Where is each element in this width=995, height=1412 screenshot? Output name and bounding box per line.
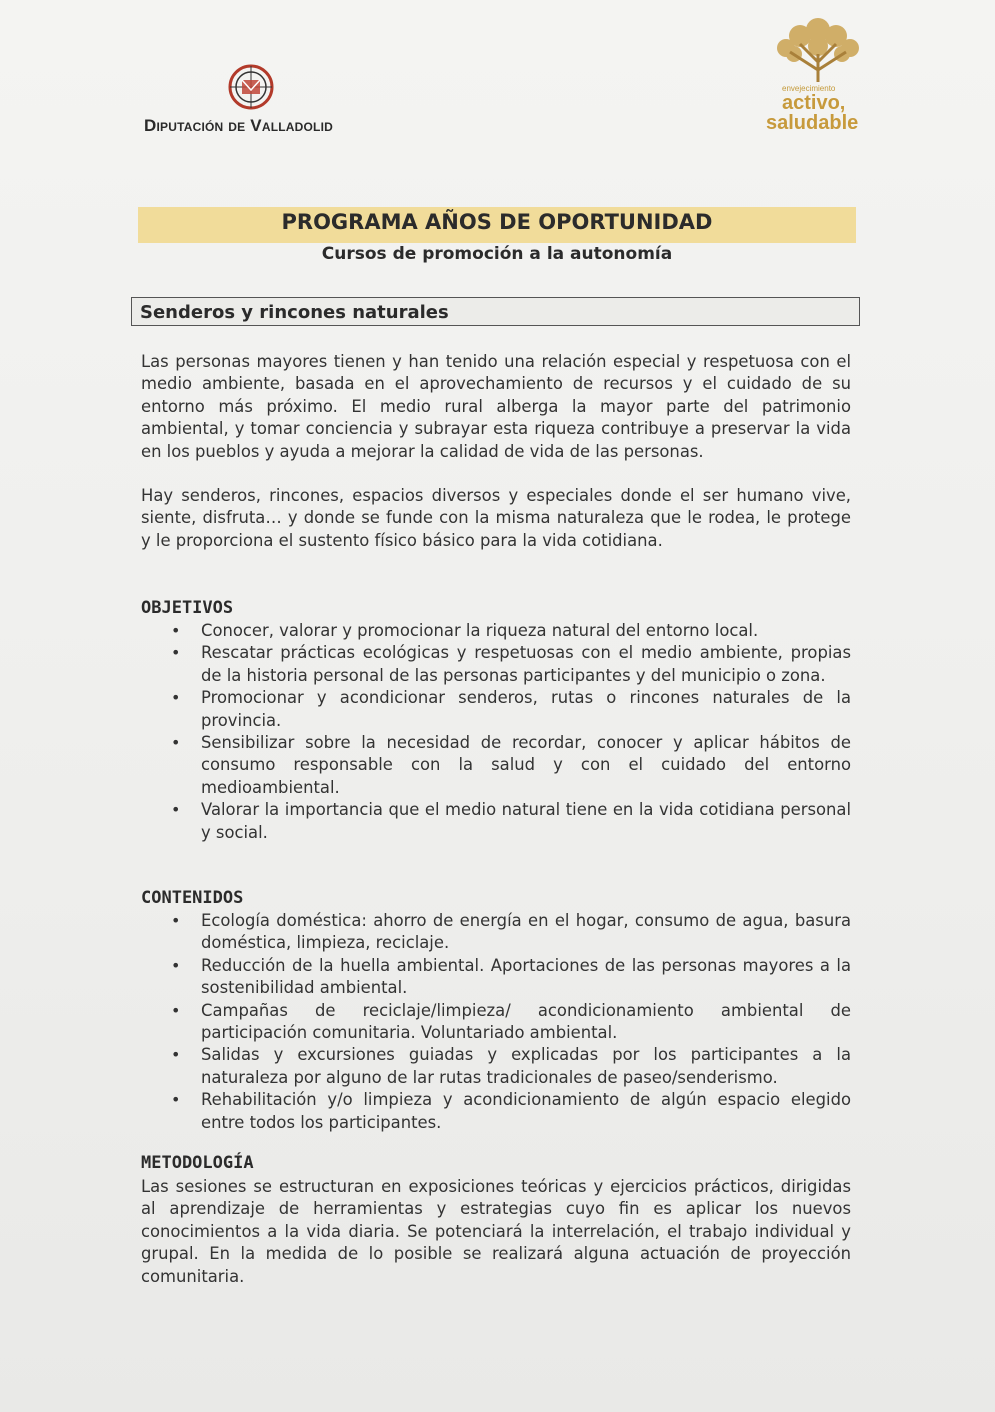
list-item: • Salidas y excursiones guiadas y explicadas por los participantes a la naturaleza por alguno de lar rutas tradicionales de paseo/senderismo. <box>141 1044 851 1089</box>
list-item: • Sensibilizar sobre la necesidad de recordar, conocer y aplicar hábitos de consumo responsable con la salud y con el cuidado del entorno medioambiental. <box>141 732 851 799</box>
metodologia-paragraph: Las sesiones se estructuran en exposiciones teóricas y ejercicios prácticos, dirigidas al aprendizaje de herramientas y estrategias cuyo fin es aplicar los nuevos conocimientos a la vida diaria. Se potenciará la interrelación, el trabajo individual y grupal. En la medida de lo posible se realizará alguna actuación de proyección comunitaria. <box>141 1177 851 1286</box>
list-item: • Campañas de reciclaje/limpieza/ acondicionamiento ambiental de participación comunitaria. Voluntariado ambiental. <box>141 1000 851 1045</box>
page-subtitle: Cursos de promoción a la autonomía <box>321 244 673 264</box>
contenidos-list <box>141 910 851 1134</box>
diputacion-emblem-icon <box>226 62 276 112</box>
logo-activo-text: activo, <box>782 92 846 114</box>
list-item: • Promocionar y acondicionar senderos, rutas o rincones naturales de la provincia. <box>141 687 851 732</box>
metodologia-heading: METODOLOGÍA <box>141 1153 254 1173</box>
intro-paragraph-1: Las personas mayores tienen y han tenido una relación especial y respetuosa con el medio ambiente, basada en el aprovechamiento de recursos y el cuidado de su entorno más próximo. El medio rural alberga la mayor parte del patrimonio ambiental, y tomar conciencia y subrayar esta riqueza contribuye a preservar la vida en los pueblos y ayuda a mejorar la calidad de vida de las personas. <box>141 352 851 461</box>
diputacion-logo-text: Diputación de Valladolid <box>144 116 333 135</box>
page-title: PROGRAMA AÑOS DE OPORTUNIDAD <box>281 210 713 234</box>
logo-saludable-text: saludable <box>766 112 859 134</box>
contenidos-heading: CONTENIDOS <box>141 888 244 908</box>
list-item: • Conocer, valorar y promocionar la riqueza natural del entorno local. <box>141 620 851 642</box>
objetivos-heading: OBJETIVOS <box>141 598 234 618</box>
section-title: Senderos y rincones naturales <box>140 302 449 323</box>
tree-icon <box>766 18 870 84</box>
intro-paragraph-2: Hay senderos, rincones, espacios diversos y especiales donde el ser humano vive, siente, disfruta… y donde se funde con la misma naturaleza que le rodea, le protege y le proporciona el sustento físico básico para la vida cotidiana. <box>141 486 851 550</box>
envejecimiento-activo-logo <box>760 18 880 138</box>
list-item: • Valorar la importancia que el medio natural tiene en la vida cotidiana personal y social. <box>141 799 851 844</box>
list-item: • Ecología doméstica: ahorro de energía en el hogar, consumo de agua, basura doméstica, limpieza, reciclaje. <box>141 910 851 955</box>
diputacion-logo <box>144 62 359 142</box>
list-item: • Rehabilitación y/o limpieza y acondicionamiento de algún espacio elegido entre todos los participantes. <box>141 1089 851 1134</box>
objetivos-list <box>141 620 851 844</box>
list-item: • Rescatar prácticas ecológicas y respetuosas con el medio ambiente, propias de la historia personal de las personas participantes y del municipio o zona. <box>141 642 851 687</box>
logo-envejecimiento-text: envejecimiento <box>782 84 836 93</box>
list-item: • Reducción de la huella ambiental. Aportaciones de las personas mayores a la sostenibilidad ambiental. <box>141 955 851 1000</box>
